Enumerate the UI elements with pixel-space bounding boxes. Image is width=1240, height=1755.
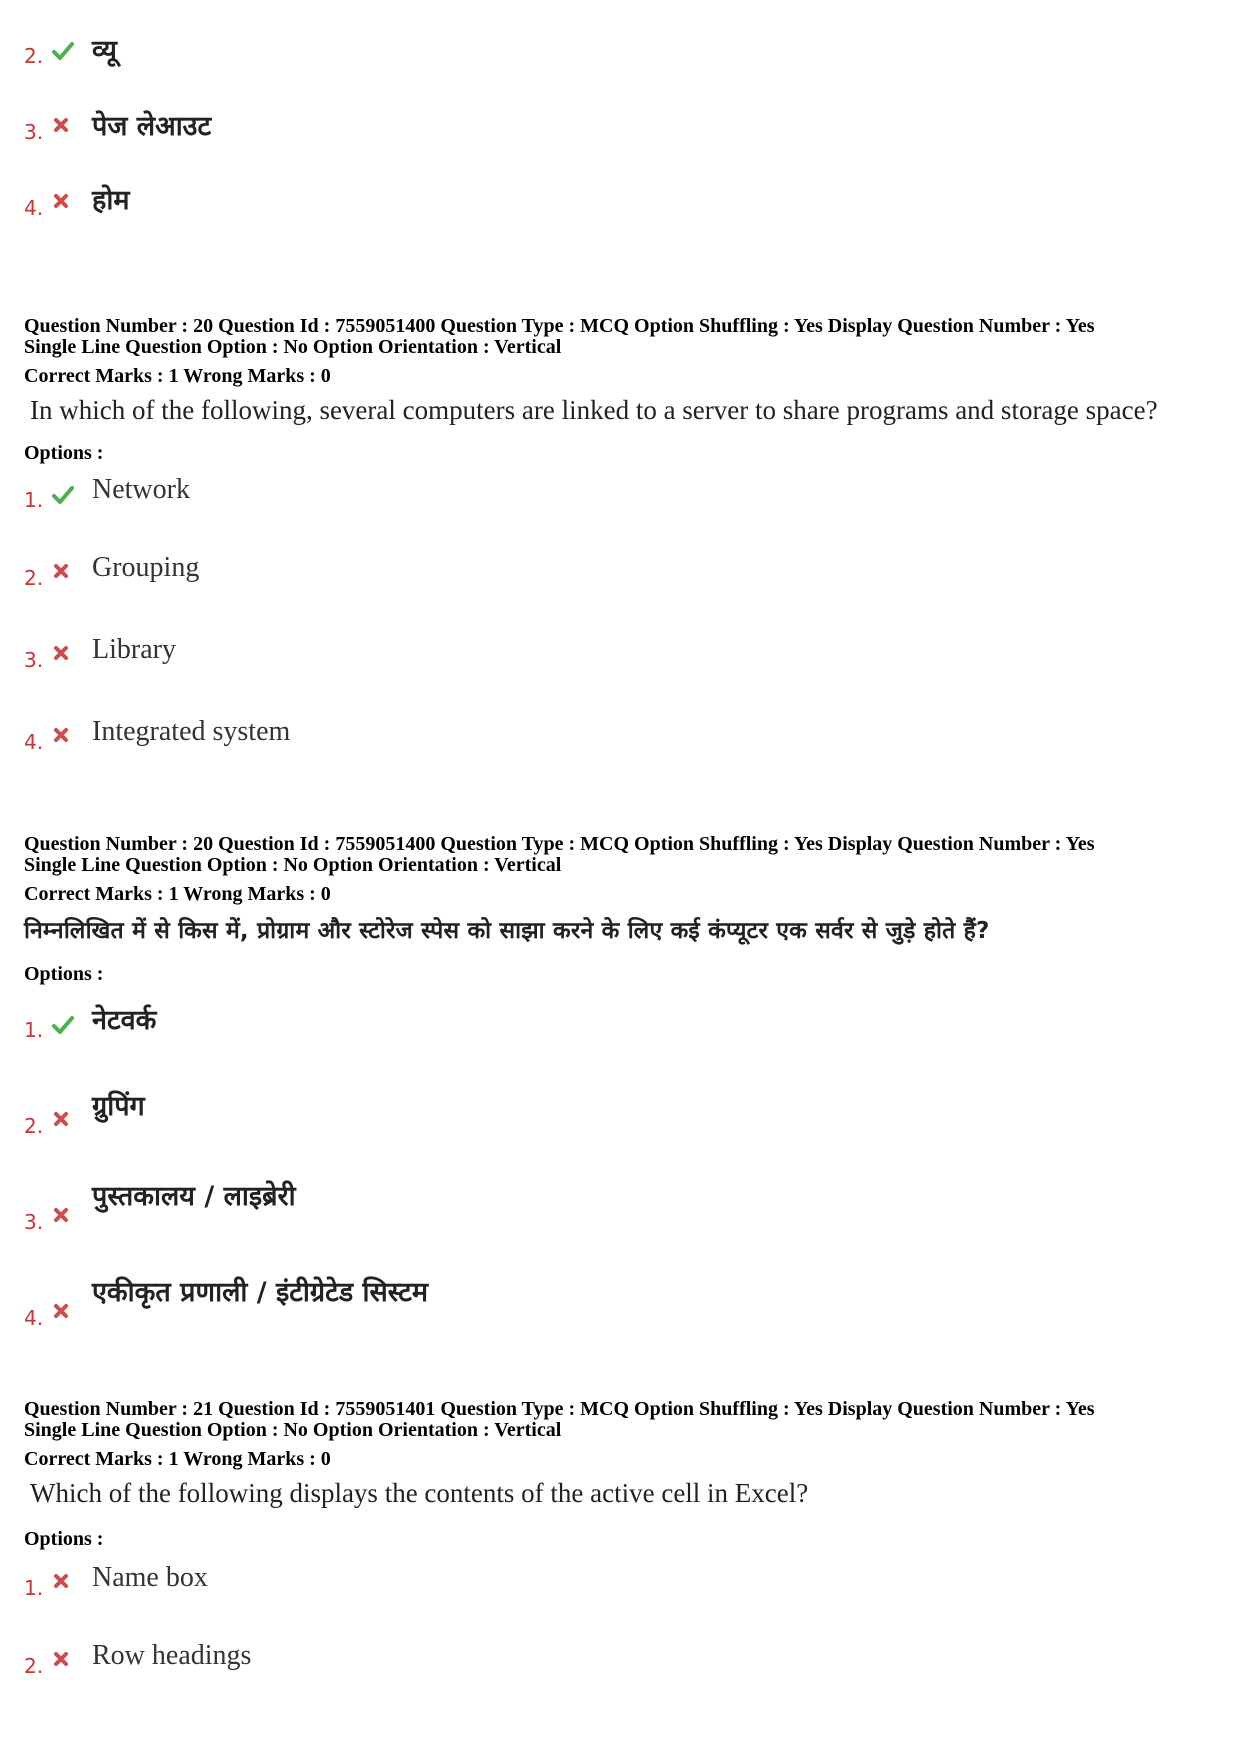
- option-number: 1.: [24, 488, 44, 512]
- option-text: Name box: [92, 1562, 208, 1593]
- option-text: Network: [92, 474, 190, 505]
- question-text: In which of the following, several computers are linked to a server to share programs and storage space?: [30, 395, 1158, 425]
- check-icon: [52, 484, 74, 510]
- option-number: 4.: [24, 196, 44, 220]
- question-meta-line2: Single Line Question Option : No Option Orientation : Vertical: [24, 336, 562, 358]
- option-text: नेटवर्क: [92, 1005, 157, 1036]
- options-label: Options :: [24, 1528, 104, 1550]
- question-meta-line2: Single Line Question Option : No Option Orientation : Vertical: [24, 1419, 562, 1441]
- question-marks: Correct Marks : 1 Wrong Marks : 0: [24, 365, 331, 387]
- option-number: 3.: [24, 1210, 44, 1234]
- option-number: 2.: [24, 44, 44, 68]
- option-number: 3.: [24, 648, 44, 672]
- cross-icon: [52, 1650, 70, 1672]
- cross-icon: [52, 192, 70, 214]
- option-text: पुस्तकालय / लाइब्रेरी: [92, 1181, 296, 1212]
- check-icon: [52, 1014, 74, 1040]
- cross-icon: [52, 644, 70, 666]
- cross-icon: [52, 1302, 70, 1324]
- options-label: Options :: [24, 963, 104, 985]
- option-text: ग्रुपिंग: [92, 1091, 145, 1122]
- option-number: 4.: [24, 1306, 44, 1330]
- cross-icon: [52, 1110, 70, 1132]
- option-number: 4.: [24, 730, 44, 754]
- question-text: निम्नलिखित में से किस में, प्रोग्राम और स्टोरेज स्पेस को साझा करने के लिए कई कंप्यूटर एक सर्वर से जुड़े होते हैं?: [24, 918, 990, 944]
- question-meta-line1: Question Number : 21 Question Id : 7559051401 Question Type : MCQ Option Shuffling : Yes Display Question Number : Yes: [24, 1398, 1095, 1420]
- option-number: 2.: [24, 1654, 44, 1678]
- option-number: 1.: [24, 1576, 44, 1600]
- option-text: व्यू: [92, 35, 117, 66]
- check-icon: [52, 40, 74, 66]
- option-text: एकीकृत प्रणाली / इंटीग्रेटेड सिस्टम: [92, 1277, 429, 1308]
- option-number: 2.: [24, 566, 44, 590]
- option-text: होम: [92, 185, 130, 216]
- question-meta-line2: Single Line Question Option : No Option Orientation : Vertical: [24, 854, 562, 876]
- cross-icon: [52, 726, 70, 748]
- question-marks: Correct Marks : 1 Wrong Marks : 0: [24, 883, 331, 905]
- option-text: Grouping: [92, 552, 200, 583]
- option-text: Row headings: [92, 1640, 252, 1671]
- question-meta-line1: Question Number : 20 Question Id : 7559051400 Question Type : MCQ Option Shuffling : Yes Display Question Number : Yes: [24, 315, 1095, 337]
- cross-icon: [52, 1206, 70, 1228]
- option-number: 2.: [24, 1114, 44, 1138]
- cross-icon: [52, 562, 70, 584]
- option-text: Integrated system: [92, 716, 291, 747]
- option-number: 1.: [24, 1018, 44, 1042]
- cross-icon: [52, 116, 70, 138]
- option-text: Library: [92, 634, 176, 665]
- question-text: Which of the following displays the contents of the active cell in Excel?: [30, 1478, 809, 1508]
- question-meta-line1: Question Number : 20 Question Id : 7559051400 Question Type : MCQ Option Shuffling : Yes Display Question Number : Yes: [24, 833, 1095, 855]
- options-label: Options :: [24, 442, 104, 464]
- option-number: 3.: [24, 120, 44, 144]
- cross-icon: [52, 1572, 70, 1594]
- option-text: पेज लेआउट: [92, 111, 212, 142]
- question-marks: Correct Marks : 1 Wrong Marks : 0: [24, 1448, 331, 1470]
